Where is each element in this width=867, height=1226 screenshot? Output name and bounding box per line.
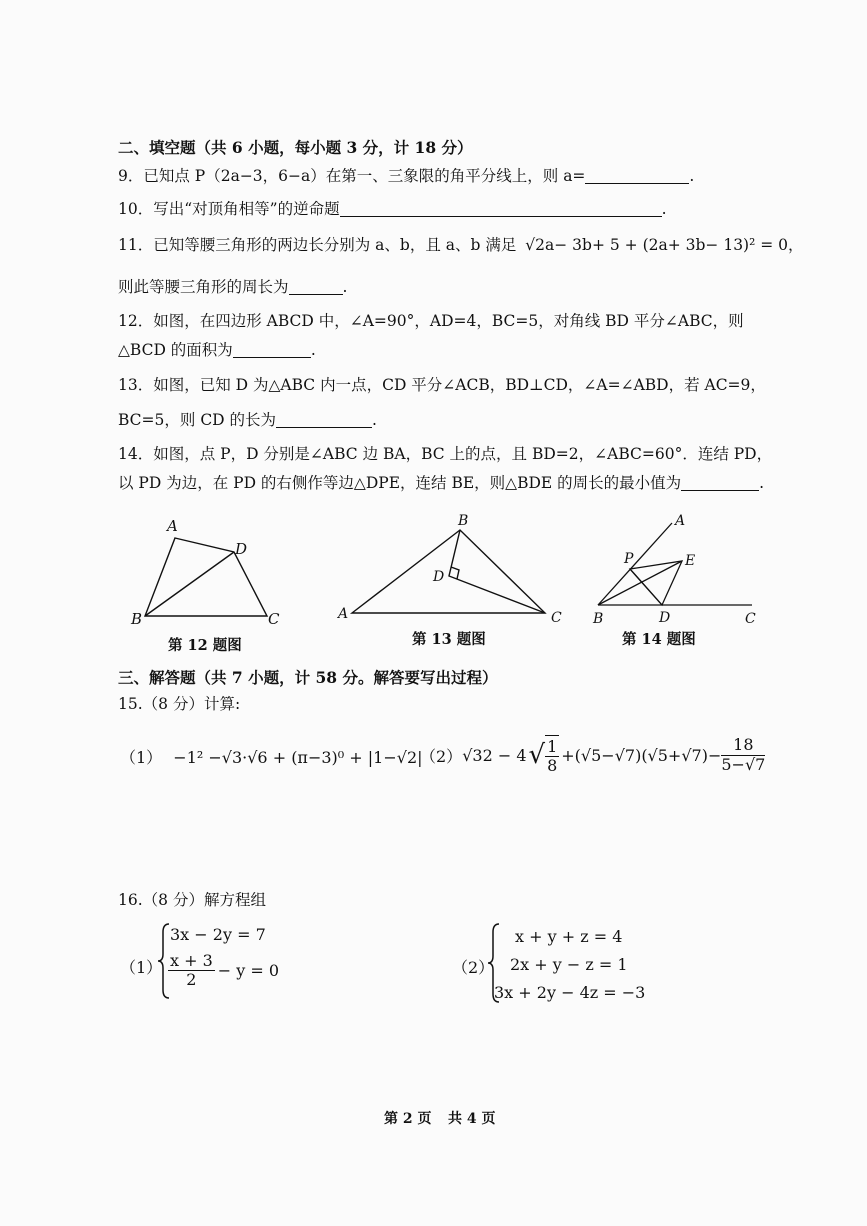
question-11-line1 <box>118 238 804 254</box>
question-16-title: 16.（8 分）解方程组 <box>118 891 266 909</box>
q15-fraction-1-8 <box>545 735 559 776</box>
q16-part2-label: （2） <box>452 958 495 977</box>
question-10-text: 10．写出“对顶角相等”的逆命题 <box>118 200 340 218</box>
fraction-numerator: x + 3 <box>170 951 213 970</box>
fraction-denominator: 5−√7 <box>721 754 766 774</box>
question-13-line2 <box>118 413 377 429</box>
fig13-label-c: C <box>551 610 562 626</box>
question-15-part2 <box>420 727 765 783</box>
fig12-label-c: C <box>268 610 280 628</box>
fraction-numerator: 1 <box>547 736 558 756</box>
fig12-label-d: D <box>235 540 248 558</box>
figure-12-caption: 第 12 题图 <box>168 637 242 654</box>
question-9 <box>118 169 694 185</box>
segments-bd-dc <box>449 530 545 613</box>
fig14-label-c: C <box>745 611 756 627</box>
question-11-text: 11．已知等腰三角形的两边长分别为 a、b，且 a、b 满足 <box>118 236 517 254</box>
figure-14-caption: 第 14 题图 <box>622 631 696 648</box>
q15-part1-label: （1） <box>120 748 163 767</box>
fig12-label-b: B <box>131 610 143 628</box>
question-11-text2: 则此等腰三角形的周长为 <box>118 278 289 296</box>
eq2-rest: − y = 0 <box>217 961 280 981</box>
question-11-line2 <box>118 280 347 296</box>
page-number: 第 2 页 <box>384 1111 432 1127</box>
answer-blank <box>289 280 343 295</box>
answer-blank <box>233 343 311 358</box>
question-14-text2: 以 PD 为边，在 PD 的右侧作等边△DPE，连结 BE，则△BDE 的周长的最小值为 <box>118 474 682 492</box>
fig14-label-e: E <box>685 553 696 569</box>
period: . <box>661 200 667 218</box>
fraction-denominator: 8 <box>547 756 558 775</box>
q16-part1-eq2 <box>168 952 279 990</box>
question-14-line1: 14．如图，点 P，D 分别是∠ABC 边 BA，BC 上的点，且 BD=2，∠ABC=60°．连结 PD， <box>118 445 773 463</box>
q15-fraction-18 <box>721 736 765 774</box>
period: . <box>689 167 695 185</box>
answer-blank <box>585 169 689 184</box>
q15-part1-expression: −1² −√3·√6 + (π−3)⁰ + |1−√2| <box>173 748 423 767</box>
fig14-label-d: D <box>659 610 671 626</box>
question-13-line1: 13．如图，已知 D 为△ABC 内一点，CD 平分∠ACB，BD⊥CD，∠A=∠ABD，若 AC=9， <box>118 376 766 394</box>
page-total: 共 4 页 <box>448 1111 496 1127</box>
question-12-line1: 12．如图，在四边形 ABCD 中，∠A=90°，AD=4，BC=5，对角线 BD 平分∠ABC，则 <box>118 312 744 330</box>
q16-part1-eq1: 3x − 2y = 7 <box>170 925 266 944</box>
period: . <box>372 411 377 429</box>
triangle-abc <box>352 530 545 613</box>
q16-part2-eq2: 2x + y − z = 1 <box>510 955 628 974</box>
fig13-label-d: D <box>433 569 445 585</box>
fig12-label-a: A <box>167 517 178 535</box>
sqrt-sign: √ <box>528 740 546 770</box>
q16-part1-label: （1） <box>120 958 163 977</box>
answer-blank <box>276 413 372 428</box>
fig13-label-a: A <box>338 606 349 622</box>
figure-13 <box>352 530 545 613</box>
period: . <box>759 474 765 492</box>
q15-part2-expression-b: +(√5−√7)(√5+√7)− <box>561 745 722 765</box>
question-14-line2 <box>118 476 764 492</box>
diagonal-bd <box>145 552 234 616</box>
fig13-label-b: B <box>458 513 469 529</box>
section-heading-solutions: 三、解答题（共 7 小题，计 58 分。解答要写出过程） <box>118 668 498 687</box>
question-10 <box>118 202 667 218</box>
question-15-part1 <box>120 745 423 768</box>
question-9-text: 9．已知点 P（2a−3，6−a）在第一、三象限的角平分线上，则 a= <box>118 167 586 185</box>
question-11-expression: √2a− 3b+ 5 + (2a+ 3b− 13)² = 0， <box>525 236 804 254</box>
quadrilateral-abcd <box>145 538 267 616</box>
fraction-denominator: 2 <box>186 970 197 990</box>
q15-part2-label: （2） <box>420 746 463 766</box>
figure-14 <box>598 523 752 605</box>
q15-part2-expression-a: √32 − 4 <box>462 745 527 765</box>
q16-part2-eq1: x + y + z = 4 <box>515 927 623 946</box>
q16-part2-eq3: 3x + 2y − 4z = −3 <box>494 983 646 1002</box>
fig14-label-a: A <box>675 513 686 529</box>
period: . <box>310 341 316 359</box>
figure-12 <box>145 538 267 616</box>
question-13-text2: BC=5，则 CD 的长为 <box>118 411 277 429</box>
fraction-numerator: 18 <box>721 736 765 755</box>
fig14-label-p: P <box>624 551 634 567</box>
question-15-title: 15.（8 分）计算: <box>118 695 241 713</box>
answer-blank <box>681 476 759 491</box>
fig14-label-b: B <box>593 611 604 627</box>
period: . <box>342 278 348 296</box>
figure-13-caption: 第 13 题图 <box>412 631 486 648</box>
question-12-text2: △BCD 的面积为 <box>118 341 233 359</box>
answer-blank <box>340 202 662 217</box>
q16-fraction <box>168 952 215 990</box>
question-12-line2 <box>118 343 316 359</box>
section-heading-fill-blank: 二、填空题（共 6 小题，每小题 3 分，计 18 分） <box>118 138 473 157</box>
